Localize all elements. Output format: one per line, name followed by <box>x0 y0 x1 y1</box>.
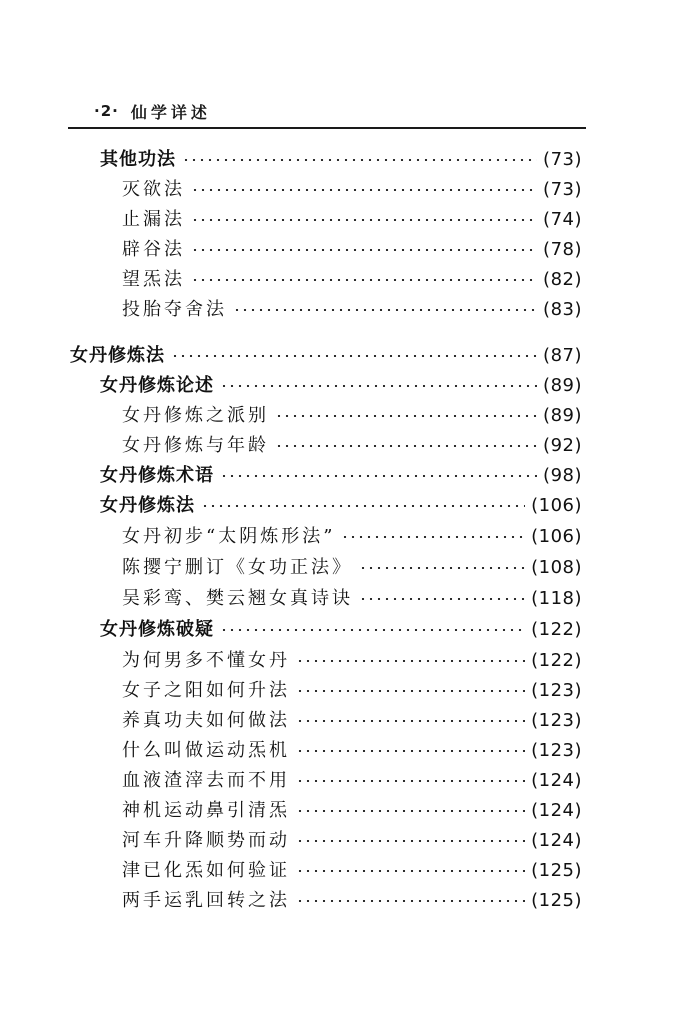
toc-entry-page: (98) <box>543 465 582 486</box>
toc-entry <box>122 267 582 293</box>
page-number: ·2· <box>94 102 119 120</box>
toc-entry-page: (125) <box>531 860 582 881</box>
toc-entry <box>122 403 582 429</box>
toc-entry-page: (73) <box>543 179 582 200</box>
dot-leader <box>296 750 525 752</box>
toc-entry <box>122 708 582 734</box>
toc-entry-page: (123) <box>531 740 582 761</box>
dot-leader <box>296 810 525 812</box>
toc-entry-title: 神机运动鼻引清炁 <box>122 800 290 821</box>
dot-leader <box>191 249 537 251</box>
toc-entry-title: 女丹修炼与年龄 <box>122 435 269 456</box>
toc-entry <box>122 586 582 612</box>
toc-entry-page: (124) <box>531 800 582 821</box>
toc-entry <box>100 373 582 399</box>
dot-leader <box>296 780 525 782</box>
dot-leader <box>220 385 537 387</box>
toc-entry-page: (106) <box>531 495 582 516</box>
dot-leader <box>296 690 525 692</box>
toc-entry <box>100 463 582 489</box>
toc-entry-title: 陈撄宁删订《女功正法》 <box>122 557 353 578</box>
dot-leader <box>341 536 525 538</box>
toc-entry-title: 女子之阳如何升法 <box>122 680 290 701</box>
toc-entry-page: (123) <box>531 710 582 731</box>
toc-entry-title: 为何男多不懂女丹 <box>122 650 290 671</box>
toc-entry <box>122 858 582 884</box>
toc-entry-title: 女丹初步“太阴炼形法” <box>122 526 336 547</box>
dot-leader <box>359 598 525 600</box>
toc-entry <box>122 798 582 824</box>
toc-entry <box>70 343 582 369</box>
toc-entry-title: 女丹修炼法 <box>70 345 165 366</box>
dot-leader <box>220 629 525 631</box>
toc-entry <box>122 738 582 764</box>
toc-entry-page: (73) <box>543 149 582 170</box>
toc-entry <box>122 297 582 323</box>
toc-entry-page: (122) <box>531 650 582 671</box>
toc-entry-title: 投胎夺舍法 <box>122 299 227 320</box>
toc-entry-page: (83) <box>543 299 582 320</box>
dot-leader <box>191 279 537 281</box>
toc-entry <box>122 555 582 581</box>
dot-leader <box>296 870 525 872</box>
toc-entry-page: (124) <box>531 830 582 851</box>
toc-entry-title: 女丹修炼之派别 <box>122 405 269 426</box>
toc-entry-title: 女丹修炼法 <box>100 495 195 516</box>
toc-entry-page: (89) <box>543 375 582 396</box>
toc-entry <box>122 828 582 854</box>
toc-entry-title: 灭欲法 <box>122 179 185 200</box>
toc-entry-page: (78) <box>543 239 582 260</box>
dot-leader <box>275 415 537 417</box>
toc-entry <box>122 237 582 263</box>
toc-entry-page: (92) <box>543 435 582 456</box>
toc-entry-title: 止漏法 <box>122 209 185 230</box>
toc-entry <box>100 147 582 173</box>
toc-entry-title: 养真功夫如何做法 <box>122 710 290 731</box>
toc-entry-page: (124) <box>531 770 582 791</box>
book-title: 仙学详述 <box>130 102 211 122</box>
toc-entry-title: 血液渣滓去而不用 <box>122 770 290 791</box>
toc-entry-title: 吴彩鸾、樊云翘女真诗诀 <box>122 588 353 609</box>
toc-entry-title: 女丹修炼破疑 <box>100 619 214 640</box>
dot-leader <box>191 219 537 221</box>
toc-entry <box>122 524 582 550</box>
toc-entry-title: 其他功法 <box>100 149 176 170</box>
toc-entry-page: (87) <box>543 345 582 366</box>
dot-leader <box>296 840 525 842</box>
toc-entry <box>122 888 582 914</box>
toc-entry-page: (74) <box>543 209 582 230</box>
dot-leader <box>275 445 537 447</box>
toc-entry-title: 望炁法 <box>122 269 185 290</box>
toc-entry-page: (118) <box>531 588 582 609</box>
dot-leader <box>359 567 525 569</box>
toc-entry <box>122 648 582 674</box>
dot-leader <box>233 309 537 311</box>
toc-entry <box>122 678 582 704</box>
toc-entry-page: (108) <box>531 557 582 578</box>
toc-entry-title: 河车升降顺势而动 <box>122 830 290 851</box>
toc-entry-page: (82) <box>543 269 582 290</box>
dot-leader <box>191 189 537 191</box>
toc-entry <box>122 177 582 203</box>
toc-entry <box>100 617 582 643</box>
toc-entry <box>122 433 582 459</box>
dot-leader <box>296 720 525 722</box>
toc-entry-title: 女丹修炼术语 <box>100 465 214 486</box>
toc-entry-page: (123) <box>531 680 582 701</box>
toc-entry-page: (89) <box>543 405 582 426</box>
toc-entry-page: (122) <box>531 619 582 640</box>
toc-entry-page: (125) <box>531 890 582 911</box>
dot-leader <box>201 505 525 507</box>
dot-leader <box>296 900 525 902</box>
toc-entry <box>122 768 582 794</box>
dot-leader <box>220 475 537 477</box>
toc-entry <box>122 207 582 233</box>
toc-entry-page: (106) <box>531 526 582 547</box>
toc-entry-title: 女丹修炼论述 <box>100 375 214 396</box>
toc-entry-title: 津已化炁如何验证 <box>122 860 290 881</box>
dot-leader <box>171 355 537 357</box>
toc-entry-title: 两手运乳回转之法 <box>122 890 290 911</box>
toc-entry <box>100 493 582 519</box>
toc-entry-title: 辟谷法 <box>122 239 185 260</box>
dot-leader <box>182 159 537 161</box>
dot-leader <box>296 660 525 662</box>
toc-entry-title: 什么叫做运动炁机 <box>122 740 290 761</box>
